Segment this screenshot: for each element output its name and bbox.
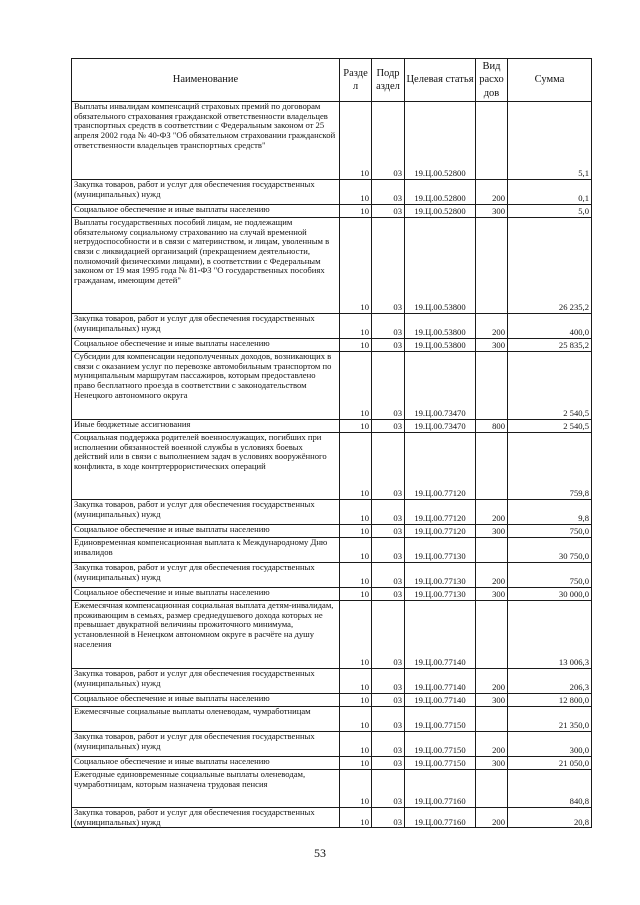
table-cell-subsection: 03 xyxy=(372,601,405,669)
table-row xyxy=(72,707,592,732)
table-cell-target: 19.Ц.00.52800 xyxy=(405,180,476,205)
table-row xyxy=(72,732,592,757)
table-row xyxy=(72,538,592,563)
table-cell-expense-type xyxy=(476,538,508,563)
table-cell-section: 10 xyxy=(340,205,372,218)
table-cell-amount: 300,0 xyxy=(508,732,592,757)
table-cell-name: Социальное обеспечение и иные выплаты населению xyxy=(72,339,340,352)
table-cell-expense-type: 300 xyxy=(476,205,508,218)
table-cell-expense-type: 300 xyxy=(476,525,508,538)
table-row xyxy=(72,588,592,601)
table-cell-amount: 0,1 xyxy=(508,180,592,205)
table-cell-name: Ежегодные единовременные социальные выплаты оленеводам, чумработницам, которым назначена трудовая пенсия xyxy=(72,770,340,808)
table-cell-subsection: 03 xyxy=(372,694,405,707)
table-cell-subsection: 03 xyxy=(372,732,405,757)
table-cell-section: 10 xyxy=(340,732,372,757)
table-cell-target: 19.Ц.00.73470 xyxy=(405,420,476,433)
table-cell-target: 19.Ц.00.77130 xyxy=(405,538,476,563)
table-cell-name: Закупка товаров, работ и услуг для обеспечения государственных (муниципальных) нужд xyxy=(72,669,340,694)
table-cell-target: 19.Ц.00.77130 xyxy=(405,563,476,588)
table-cell-amount: 9,8 xyxy=(508,500,592,525)
table-cell-subsection: 03 xyxy=(372,218,405,314)
column-header-subsection: Подр аздел xyxy=(372,59,405,102)
table-cell-target: 19.Ц.00.53800 xyxy=(405,314,476,339)
column-header-name: Наименование xyxy=(72,59,340,102)
table-cell-subsection: 03 xyxy=(372,669,405,694)
table-cell-name: Социальное обеспечение и иные выплаты населению xyxy=(72,588,340,601)
table-cell-section: 10 xyxy=(340,180,372,205)
budget-table xyxy=(71,58,592,828)
table-cell-amount: 759,8 xyxy=(508,433,592,500)
table-cell-subsection: 03 xyxy=(372,180,405,205)
table-cell-section: 10 xyxy=(340,339,372,352)
table-cell-name: Закупка товаров, работ и услуг для обеспечения государственных (муниципальных) нужд xyxy=(72,180,340,205)
table-cell-expense-type: 300 xyxy=(476,757,508,770)
table-cell-expense-type xyxy=(476,433,508,500)
table-cell-name: Иные бюджетные ассигнования xyxy=(72,420,340,433)
table-cell-amount: 206,3 xyxy=(508,669,592,694)
table-cell-subsection: 03 xyxy=(372,314,405,339)
table-cell-name: Социальное обеспечение и иные выплаты населению xyxy=(72,757,340,770)
table-cell-expense-type xyxy=(476,770,508,808)
table-cell-name: Субсидии для компенсации недополученных доходов, возникающих в связи с оказанием услуг по перевозке автомобильным транспортом по муниципальным маршрутам пассажиров, которым предоставлено право бесплатного проезда в соответствии с законодательством Ненецкого автономного округа xyxy=(72,352,340,420)
table-cell-subsection: 03 xyxy=(372,563,405,588)
column-header-section: Разде л xyxy=(340,59,372,102)
table-cell-subsection: 03 xyxy=(372,420,405,433)
table-cell-section: 10 xyxy=(340,538,372,563)
table-row xyxy=(72,694,592,707)
table-cell-name: Выплаты государственных пособий лицам, не подлежащим обязательному социальному страхованию на случай временной нетрудоспособности и в связи с материнством, и лицам, уволенным в связи с ликвидацией организаций (прекращением деятельности, полномочий физическими лицами), в соответствии с Федеральным законом от 19 мая 1995 года № 81-ФЗ "О государственных пособиях гражданам, имеющим детей" xyxy=(72,218,340,314)
table-cell-section: 10 xyxy=(340,808,372,828)
table-cell-subsection: 03 xyxy=(372,525,405,538)
table-cell-target: 19.Ц.00.77150 xyxy=(405,707,476,732)
table-cell-target: 19.Ц.00.77140 xyxy=(405,694,476,707)
table-cell-expense-type: 200 xyxy=(476,180,508,205)
table-cell-expense-type: 300 xyxy=(476,588,508,601)
table-cell-expense-type xyxy=(476,102,508,180)
table-cell-subsection: 03 xyxy=(372,588,405,601)
table-cell-subsection: 03 xyxy=(372,102,405,180)
table-cell-amount: 21 050,0 xyxy=(508,757,592,770)
table-cell-expense-type: 200 xyxy=(476,808,508,828)
table-cell-section: 10 xyxy=(340,707,372,732)
table-cell-amount: 2 540,5 xyxy=(508,352,592,420)
table-row xyxy=(72,525,592,538)
table-cell-amount: 13 006,3 xyxy=(508,601,592,669)
table-cell-section: 10 xyxy=(340,588,372,601)
table-cell-subsection: 03 xyxy=(372,757,405,770)
table-row xyxy=(72,601,592,669)
table-cell-name: Закупка товаров, работ и услуг для обеспечения государственных (муниципальных) нужд xyxy=(72,732,340,757)
table-cell-target: 19.Ц.00.77120 xyxy=(405,525,476,538)
table-cell-section: 10 xyxy=(340,500,372,525)
table-cell-expense-type: 300 xyxy=(476,339,508,352)
table-cell-section: 10 xyxy=(340,314,372,339)
table-row xyxy=(72,808,592,828)
column-header-target: Целевая статья xyxy=(405,59,476,102)
table-cell-section: 10 xyxy=(340,433,372,500)
table-row xyxy=(72,433,592,500)
table-cell-amount: 840,8 xyxy=(508,770,592,808)
table-cell-amount: 5,0 xyxy=(508,205,592,218)
table-cell-section: 10 xyxy=(340,218,372,314)
table-cell-section: 10 xyxy=(340,601,372,669)
table-cell-target: 19.Ц.00.77130 xyxy=(405,588,476,601)
table-cell-subsection: 03 xyxy=(372,433,405,500)
table-cell-subsection: 03 xyxy=(372,339,405,352)
page-number: 53 xyxy=(314,846,326,860)
table-row xyxy=(72,180,592,205)
table-cell-expense-type: 200 xyxy=(476,314,508,339)
table-cell-expense-type: 200 xyxy=(476,500,508,525)
table-cell-amount: 20,8 xyxy=(508,808,592,828)
table-cell-name: Выплаты инвалидам компенсаций страховых премий по договорам обязательного страхования гражданской ответственности владельцев транспортных средств в соответствии с Федеральным законом от 25 апреля 2002 года № 40-ФЗ "Об обязательном страховании гражданской ответственности владельцев транспортных средств" xyxy=(72,102,340,180)
table-cell-target: 19.Ц.00.53800 xyxy=(405,218,476,314)
table-cell-amount: 2 540,5 xyxy=(508,420,592,433)
table-cell-name: Социальная поддержка родителей военнослужащих, погибших при исполнении обязанностей военной службы в условиях боевых действий или в связи с выполнением задач в условиях вооружённого конфликта, в ходе контртеррористических операций xyxy=(72,433,340,500)
table-cell-expense-type: 800 xyxy=(476,420,508,433)
table-row xyxy=(72,352,592,420)
table-row xyxy=(72,339,592,352)
table-cell-subsection: 03 xyxy=(372,538,405,563)
table-cell-name: Закупка товаров, работ и услуг для обеспечения государственных (муниципальных) нужд xyxy=(72,314,340,339)
table-row xyxy=(72,205,592,218)
table-cell-name: Социальное обеспечение и иные выплаты населению xyxy=(72,205,340,218)
table-cell-target: 19.Ц.00.77120 xyxy=(405,433,476,500)
table-cell-section: 10 xyxy=(340,694,372,707)
table-cell-target: 19.Ц.00.77120 xyxy=(405,500,476,525)
table-cell-section: 10 xyxy=(340,669,372,694)
table-cell-subsection: 03 xyxy=(372,500,405,525)
table-cell-expense-type: 200 xyxy=(476,732,508,757)
table-cell-name: Единовременная компенсационная выплата к Международному Дню инвалидов xyxy=(72,538,340,563)
table-cell-target: 19.Ц.00.77150 xyxy=(405,757,476,770)
table-cell-subsection: 03 xyxy=(372,808,405,828)
table-cell-section: 10 xyxy=(340,420,372,433)
table-cell-name: Ежемесячные социальные выплаты оленеводам, чумработницам xyxy=(72,707,340,732)
table-row xyxy=(72,563,592,588)
table-cell-amount: 21 350,0 xyxy=(508,707,592,732)
table-cell-name: Социальное обеспечение и иные выплаты населению xyxy=(72,525,340,538)
table-cell-target: 19.Ц.00.77160 xyxy=(405,770,476,808)
budget-table-container xyxy=(71,58,591,828)
table-cell-amount: 25 835,2 xyxy=(508,339,592,352)
table-cell-section: 10 xyxy=(340,525,372,538)
table-cell-subsection: 03 xyxy=(372,770,405,808)
table-cell-expense-type: 300 xyxy=(476,694,508,707)
table-cell-amount: 5,1 xyxy=(508,102,592,180)
table-row xyxy=(72,314,592,339)
table-cell-name: Социальное обеспечение и иные выплаты населению xyxy=(72,694,340,707)
table-cell-expense-type xyxy=(476,218,508,314)
table-cell-target: 19.Ц.00.77140 xyxy=(405,601,476,669)
table-cell-target: 19.Ц.00.52800 xyxy=(405,102,476,180)
table-body xyxy=(72,102,592,828)
table-cell-section: 10 xyxy=(340,352,372,420)
column-header-expense-type: Вид расхо дов xyxy=(476,59,508,102)
table-cell-section: 10 xyxy=(340,757,372,770)
table-cell-expense-type xyxy=(476,601,508,669)
column-header-amount: Сумма xyxy=(508,59,592,102)
table-cell-amount: 400,0 xyxy=(508,314,592,339)
table-cell-expense-type xyxy=(476,707,508,732)
table-cell-target: 19.Ц.00.53800 xyxy=(405,339,476,352)
table-cell-expense-type xyxy=(476,352,508,420)
table-cell-section: 10 xyxy=(340,102,372,180)
table-row xyxy=(72,218,592,314)
table-cell-target: 19.Ц.00.52800 xyxy=(405,205,476,218)
table-cell-target: 19.Ц.00.73470 xyxy=(405,352,476,420)
table-row xyxy=(72,757,592,770)
table-cell-amount: 30 000,0 xyxy=(508,588,592,601)
table-cell-target: 19.Ц.00.77160 xyxy=(405,808,476,828)
table-cell-target: 19.Ц.00.77140 xyxy=(405,669,476,694)
table-cell-amount: 750,0 xyxy=(508,525,592,538)
table-cell-amount: 750,0 xyxy=(508,563,592,588)
table-cell-subsection: 03 xyxy=(372,707,405,732)
table-row xyxy=(72,420,592,433)
table-cell-expense-type: 200 xyxy=(476,563,508,588)
table-cell-amount: 30 750,0 xyxy=(508,538,592,563)
table-header-row xyxy=(72,59,592,102)
table-cell-section: 10 xyxy=(340,770,372,808)
table-cell-expense-type: 200 xyxy=(476,669,508,694)
table-row xyxy=(72,500,592,525)
table-cell-amount: 26 235,2 xyxy=(508,218,592,314)
table-cell-section: 10 xyxy=(340,563,372,588)
table-cell-name: Закупка товаров, работ и услуг для обеспечения государственных (муниципальных) нужд xyxy=(72,563,340,588)
table-cell-amount: 12 800,0 xyxy=(508,694,592,707)
table-row xyxy=(72,102,592,180)
table-cell-name: Закупка товаров, работ и услуг для обеспечения государственных (муниципальных) нужд xyxy=(72,500,340,525)
table-cell-subsection: 03 xyxy=(372,352,405,420)
table-cell-subsection: 03 xyxy=(372,205,405,218)
table-row xyxy=(72,669,592,694)
table-cell-name: Закупка товаров, работ и услуг для обеспечения государственных (муниципальных) нужд xyxy=(72,808,340,828)
table-row xyxy=(72,770,592,808)
table-cell-target: 19.Ц.00.77150 xyxy=(405,732,476,757)
table-cell-name: Ежемесячная компенсационная социальная выплата детям-инвалидам, проживающим в семьях, размер среднедушевого дохода которых не превышает двукратной величины прожиточного минимума, установленной в Ненецком автономном округе в расчёте на душу населения xyxy=(72,601,340,669)
